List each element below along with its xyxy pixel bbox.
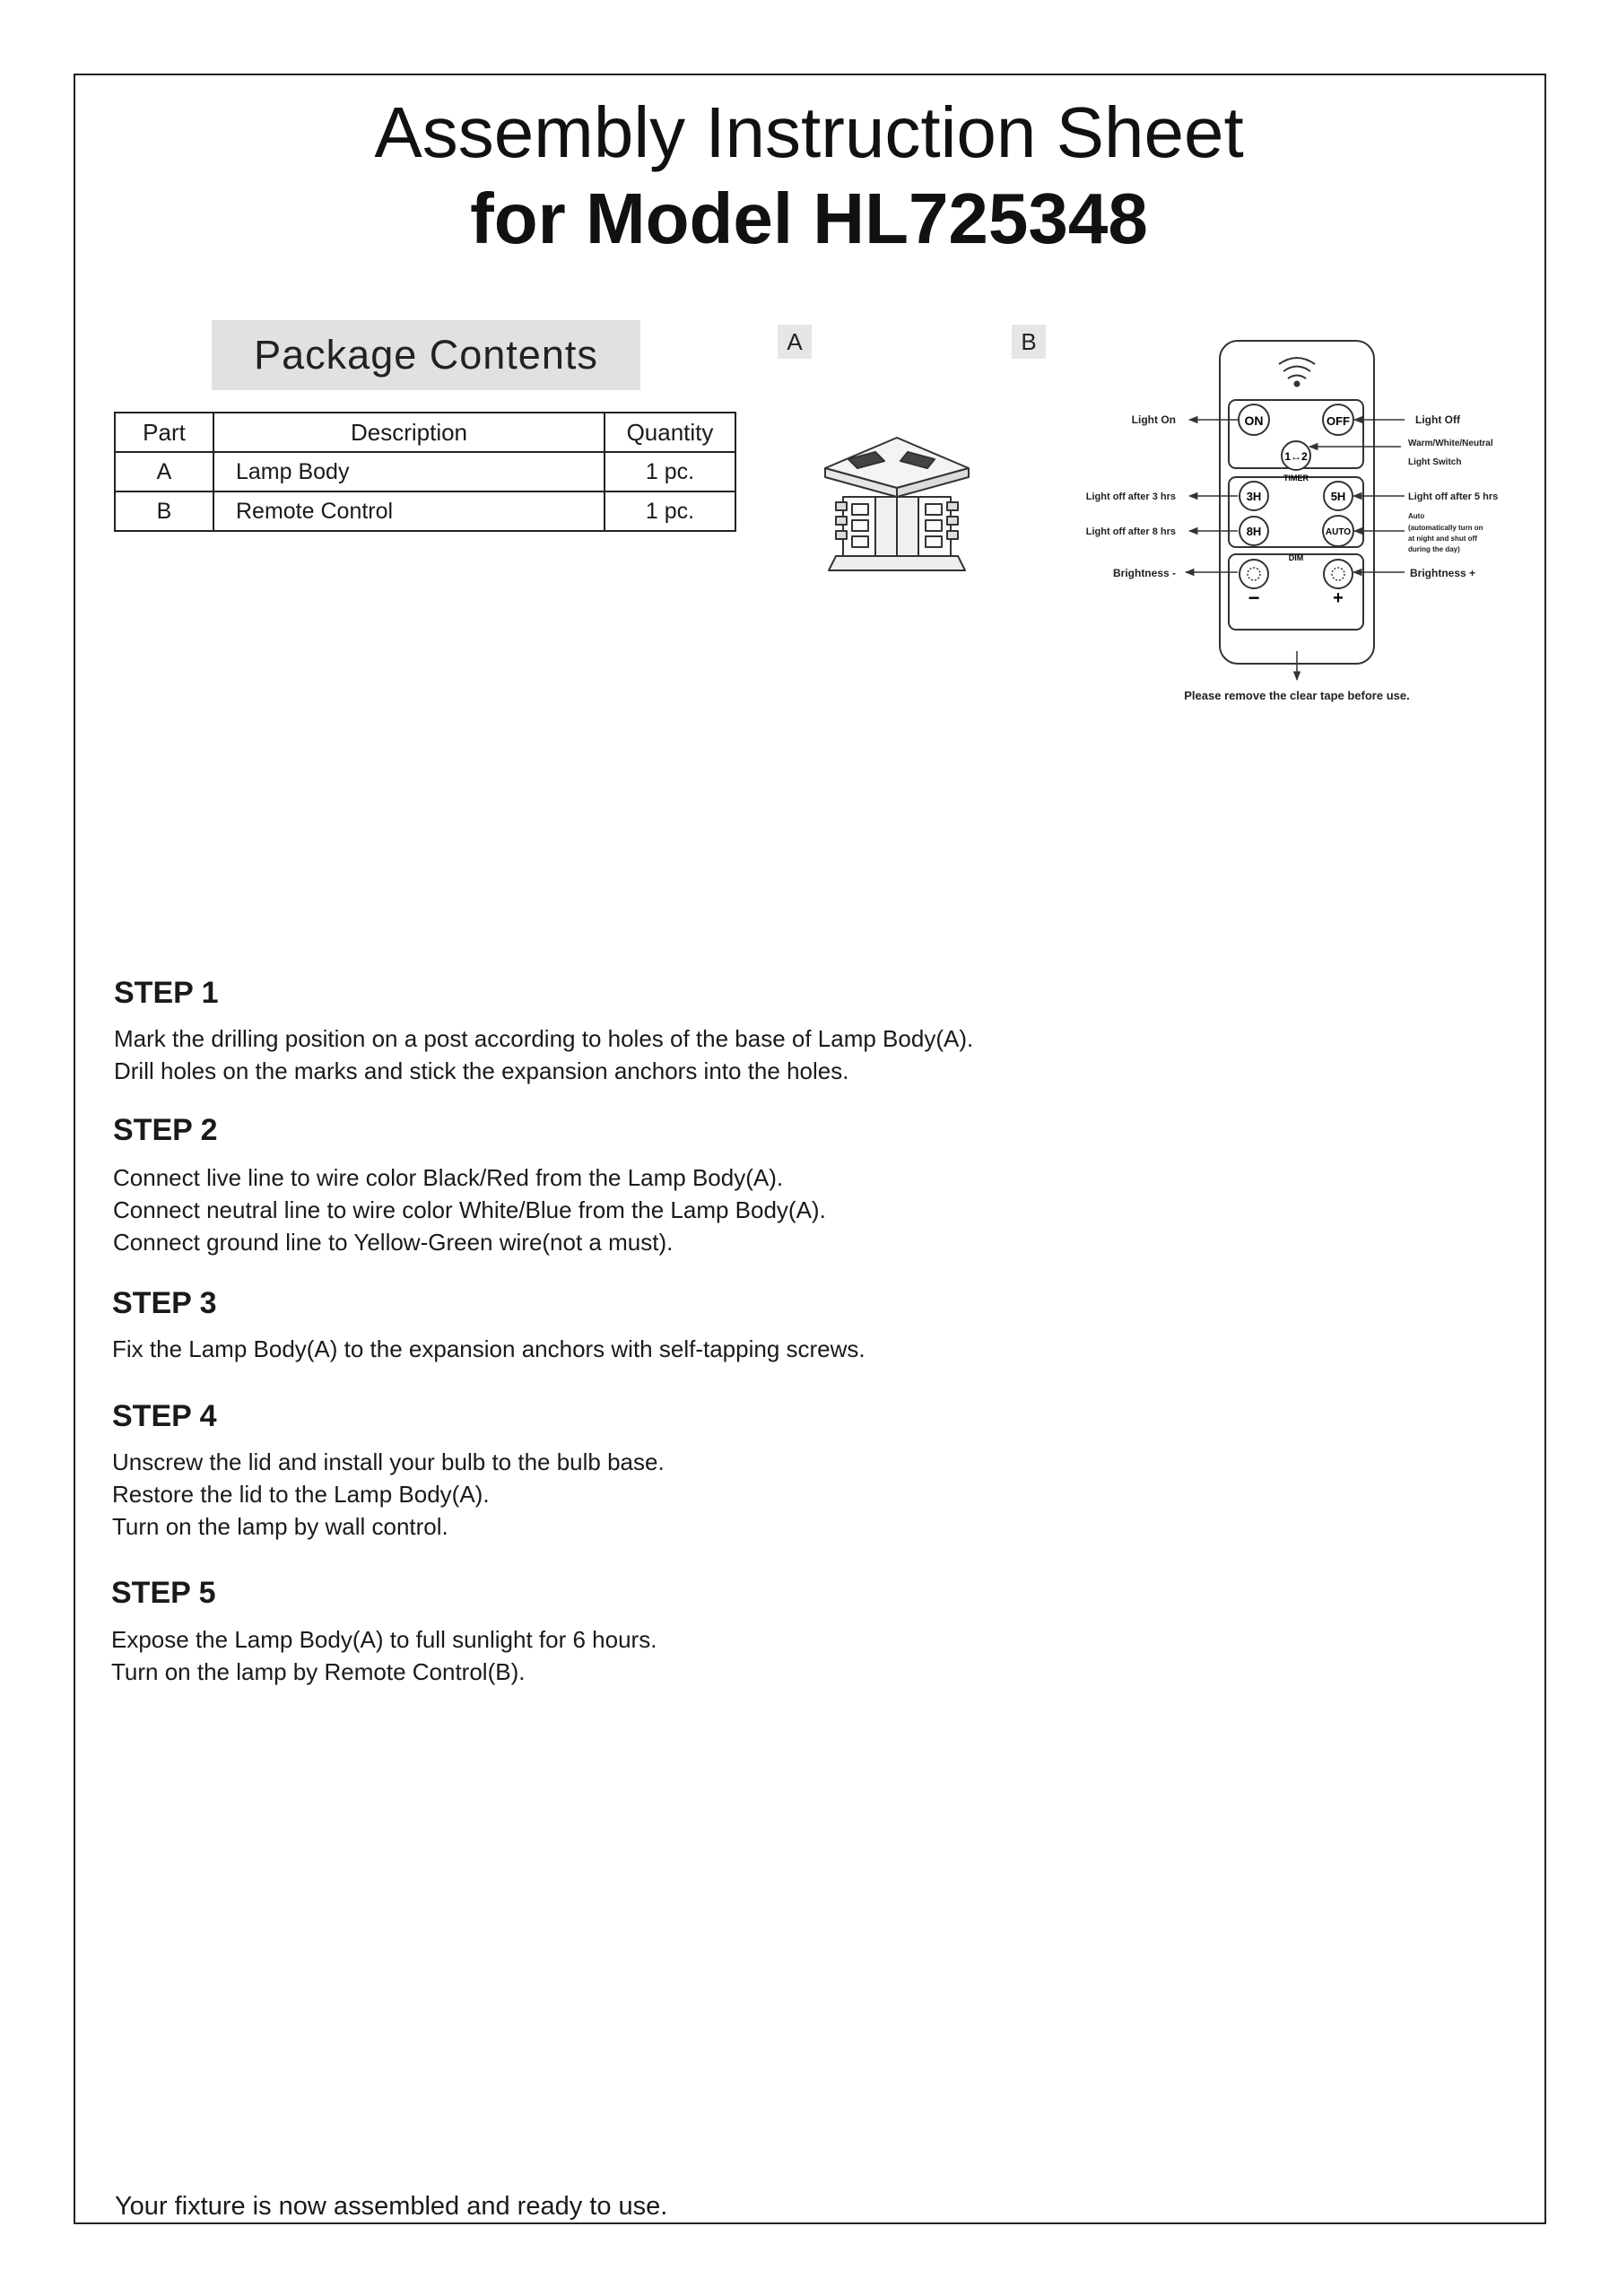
svg-text:8H: 8H bbox=[1246, 525, 1262, 538]
label-auto-line-1: Auto bbox=[1408, 512, 1425, 520]
step-2-heading: STEP 2 bbox=[113, 1113, 218, 1147]
remote-note: Please remove the clear tape before use. bbox=[1184, 689, 1410, 702]
svg-text:1↔2: 1↔2 bbox=[1284, 450, 1308, 463]
remote-control-illustration bbox=[1067, 332, 1534, 718]
timer-section-label: TIMER bbox=[1283, 474, 1309, 483]
step-line: Turn on the lamp by Remote Control(B). bbox=[111, 1658, 526, 1685]
table-row bbox=[115, 452, 735, 491]
completion-note: Your fixture is now assembled and ready to use. bbox=[115, 2192, 668, 2221]
step-5-heading: STEP 5 bbox=[111, 1576, 216, 1610]
label-light-on: Light On bbox=[1131, 413, 1176, 426]
light-switch-button bbox=[1282, 441, 1310, 470]
svg-text:3H: 3H bbox=[1246, 490, 1262, 503]
column-header-part: Part bbox=[115, 413, 213, 452]
lamp-body-illustration bbox=[816, 430, 978, 583]
label-auto-line-4: during the day) bbox=[1408, 545, 1460, 553]
parts-table-header bbox=[115, 413, 735, 452]
description-cell: Remote Control bbox=[213, 491, 605, 531]
package-contents-heading: Package Contents bbox=[212, 320, 640, 390]
figure-label-a: A bbox=[778, 325, 812, 359]
off-button bbox=[1323, 404, 1353, 435]
timer-3h-button bbox=[1240, 482, 1268, 510]
quantity-cell: 1 pc. bbox=[605, 452, 735, 491]
quantity-cell: 1 pc. bbox=[605, 491, 735, 531]
auto-button bbox=[1323, 516, 1353, 546]
parts-table bbox=[114, 412, 736, 532]
step-line: Connect ground line to Yellow-Green wire(not a must). bbox=[113, 1229, 674, 1256]
label-switch-line-1: Warm/White/Neutral bbox=[1408, 439, 1493, 448]
label-light-off: Light Off bbox=[1415, 413, 1460, 426]
step-3-text bbox=[112, 1333, 866, 1365]
step-3-heading: STEP 3 bbox=[112, 1286, 217, 1320]
step-line: Unscrew the lid and install your bulb to the bulb base. bbox=[112, 1448, 665, 1475]
dim-section-label: DIM bbox=[1288, 553, 1304, 562]
label-off-5h: Light off after 5 hrs bbox=[1408, 491, 1499, 502]
column-header-quantity: Quantity bbox=[605, 413, 735, 452]
label-switch-line-2: Light Switch bbox=[1408, 457, 1462, 467]
step-1-heading: STEP 1 bbox=[114, 976, 219, 1010]
svg-text:AUTO: AUTO bbox=[1325, 527, 1352, 537]
step-line: Mark the drilling position on a post according to holes of the base of Lamp Body(A). bbox=[114, 1025, 974, 1052]
svg-text:ON: ON bbox=[1244, 413, 1264, 428]
step-4-heading: STEP 4 bbox=[112, 1399, 217, 1433]
part-cell: A bbox=[115, 452, 213, 491]
description-cell: Lamp Body bbox=[213, 452, 605, 491]
timer-8h-button bbox=[1240, 517, 1268, 545]
table-row bbox=[115, 491, 735, 531]
step-line: Restore the lid to the Lamp Body(A). bbox=[112, 1481, 490, 1508]
step-2-text bbox=[113, 1161, 826, 1258]
title-line-2: for Model HL725348 bbox=[470, 178, 1148, 258]
label-off-3h: Light off after 3 hrs bbox=[1085, 491, 1176, 502]
figure-label-b: B bbox=[1012, 325, 1046, 359]
step-line: Expose the Lamp Body(A) to full sunlight for 6 hours. bbox=[111, 1626, 657, 1653]
svg-text:+: + bbox=[1333, 588, 1344, 608]
on-button bbox=[1239, 404, 1269, 435]
step-4-text bbox=[112, 1446, 665, 1543]
label-brightness-plus: Brightness + bbox=[1410, 567, 1476, 579]
svg-text:5H: 5H bbox=[1330, 490, 1346, 503]
part-cell: B bbox=[115, 491, 213, 531]
label-off-8h: Light off after 8 hrs bbox=[1085, 526, 1176, 537]
step-line: Turn on the lamp by wall control. bbox=[112, 1513, 448, 1540]
step-1-text bbox=[114, 1022, 973, 1087]
step-line: Connect neutral line to wire color White/Blue from the Lamp Body(A). bbox=[113, 1196, 826, 1223]
timer-5h-button bbox=[1324, 482, 1353, 510]
step-line: Drill holes on the marks and stick the expansion anchors into the holes. bbox=[114, 1057, 849, 1084]
step-line: Fix the Lamp Body(A) to the expansion anchors with self-tapping screws. bbox=[112, 1335, 866, 1362]
svg-text:−: − bbox=[1248, 587, 1260, 609]
label-auto-line-2: (automatically turn on bbox=[1408, 524, 1483, 532]
label-auto-line-3: at night and shut off bbox=[1408, 535, 1477, 543]
step-5-text bbox=[111, 1623, 657, 1688]
label-brightness-minus: Brightness - bbox=[1112, 567, 1176, 579]
step-line: Connect live line to wire color Black/Red from the Lamp Body(A). bbox=[113, 1164, 784, 1191]
title-line-1: Assembly Instruction Sheet bbox=[374, 92, 1244, 172]
svg-text:OFF: OFF bbox=[1327, 414, 1350, 428]
column-header-description: Description bbox=[213, 413, 605, 452]
